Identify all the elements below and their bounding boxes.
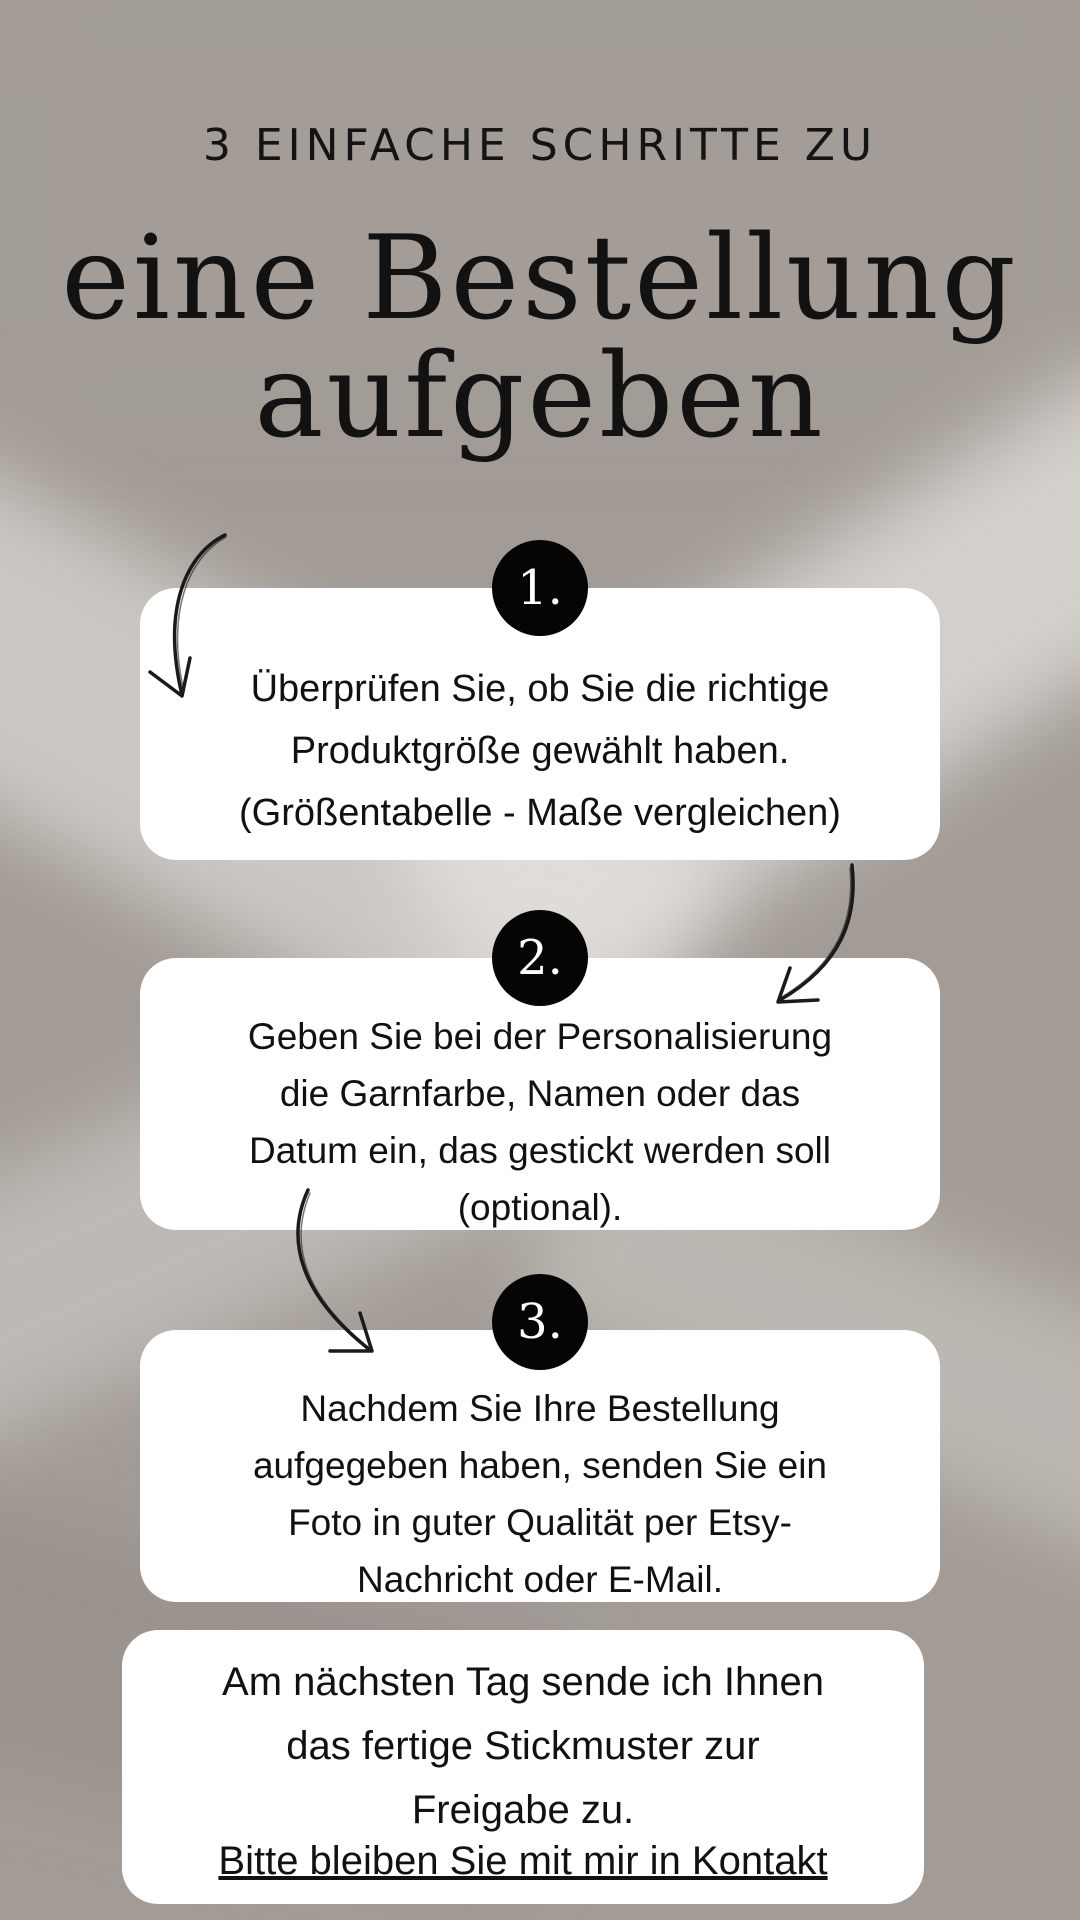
curved-arrow-icon <box>140 530 240 710</box>
final-text: Am nächsten Tag sende ich Ihnen das fertige Stickmuster zur Freigabe zu. <box>222 1660 824 1832</box>
step-3-badge: 3. <box>492 1274 588 1370</box>
curved-arrow-icon <box>280 1185 390 1365</box>
step-1-text: Überprüfen Sie, ob Sie die richtige Produktgröße gewählt haben. (Größentabelle - Maße vergleichen) <box>239 668 841 834</box>
curved-arrow-icon <box>760 860 870 1020</box>
step-2-text: Geben Sie bei der Personalisierung die Garnfarbe, Namen oder das Datum ein, das gestickt werden soll (optional). <box>247 1016 833 1228</box>
step-card-3 <box>140 1330 940 1602</box>
step-2-badge: 2. <box>492 910 588 1006</box>
step-1-badge: 1. <box>492 540 588 636</box>
page-title: eine Bestellung aufgeben <box>61 211 1019 464</box>
step-3-text: Nachdem Sie Ihre Bestellung aufgegeben haben, senden Sie ein Foto in guter Qualität per Etsy- Nachricht oder E-Mail. <box>252 1388 827 1600</box>
contact-link[interactable]: Bitte bleiben Sie mit mir in Kontakt <box>218 1839 828 1883</box>
kicker-heading: 3 EINFACHE SCHRITTE ZU <box>202 120 878 171</box>
final-card <box>122 1630 924 1904</box>
